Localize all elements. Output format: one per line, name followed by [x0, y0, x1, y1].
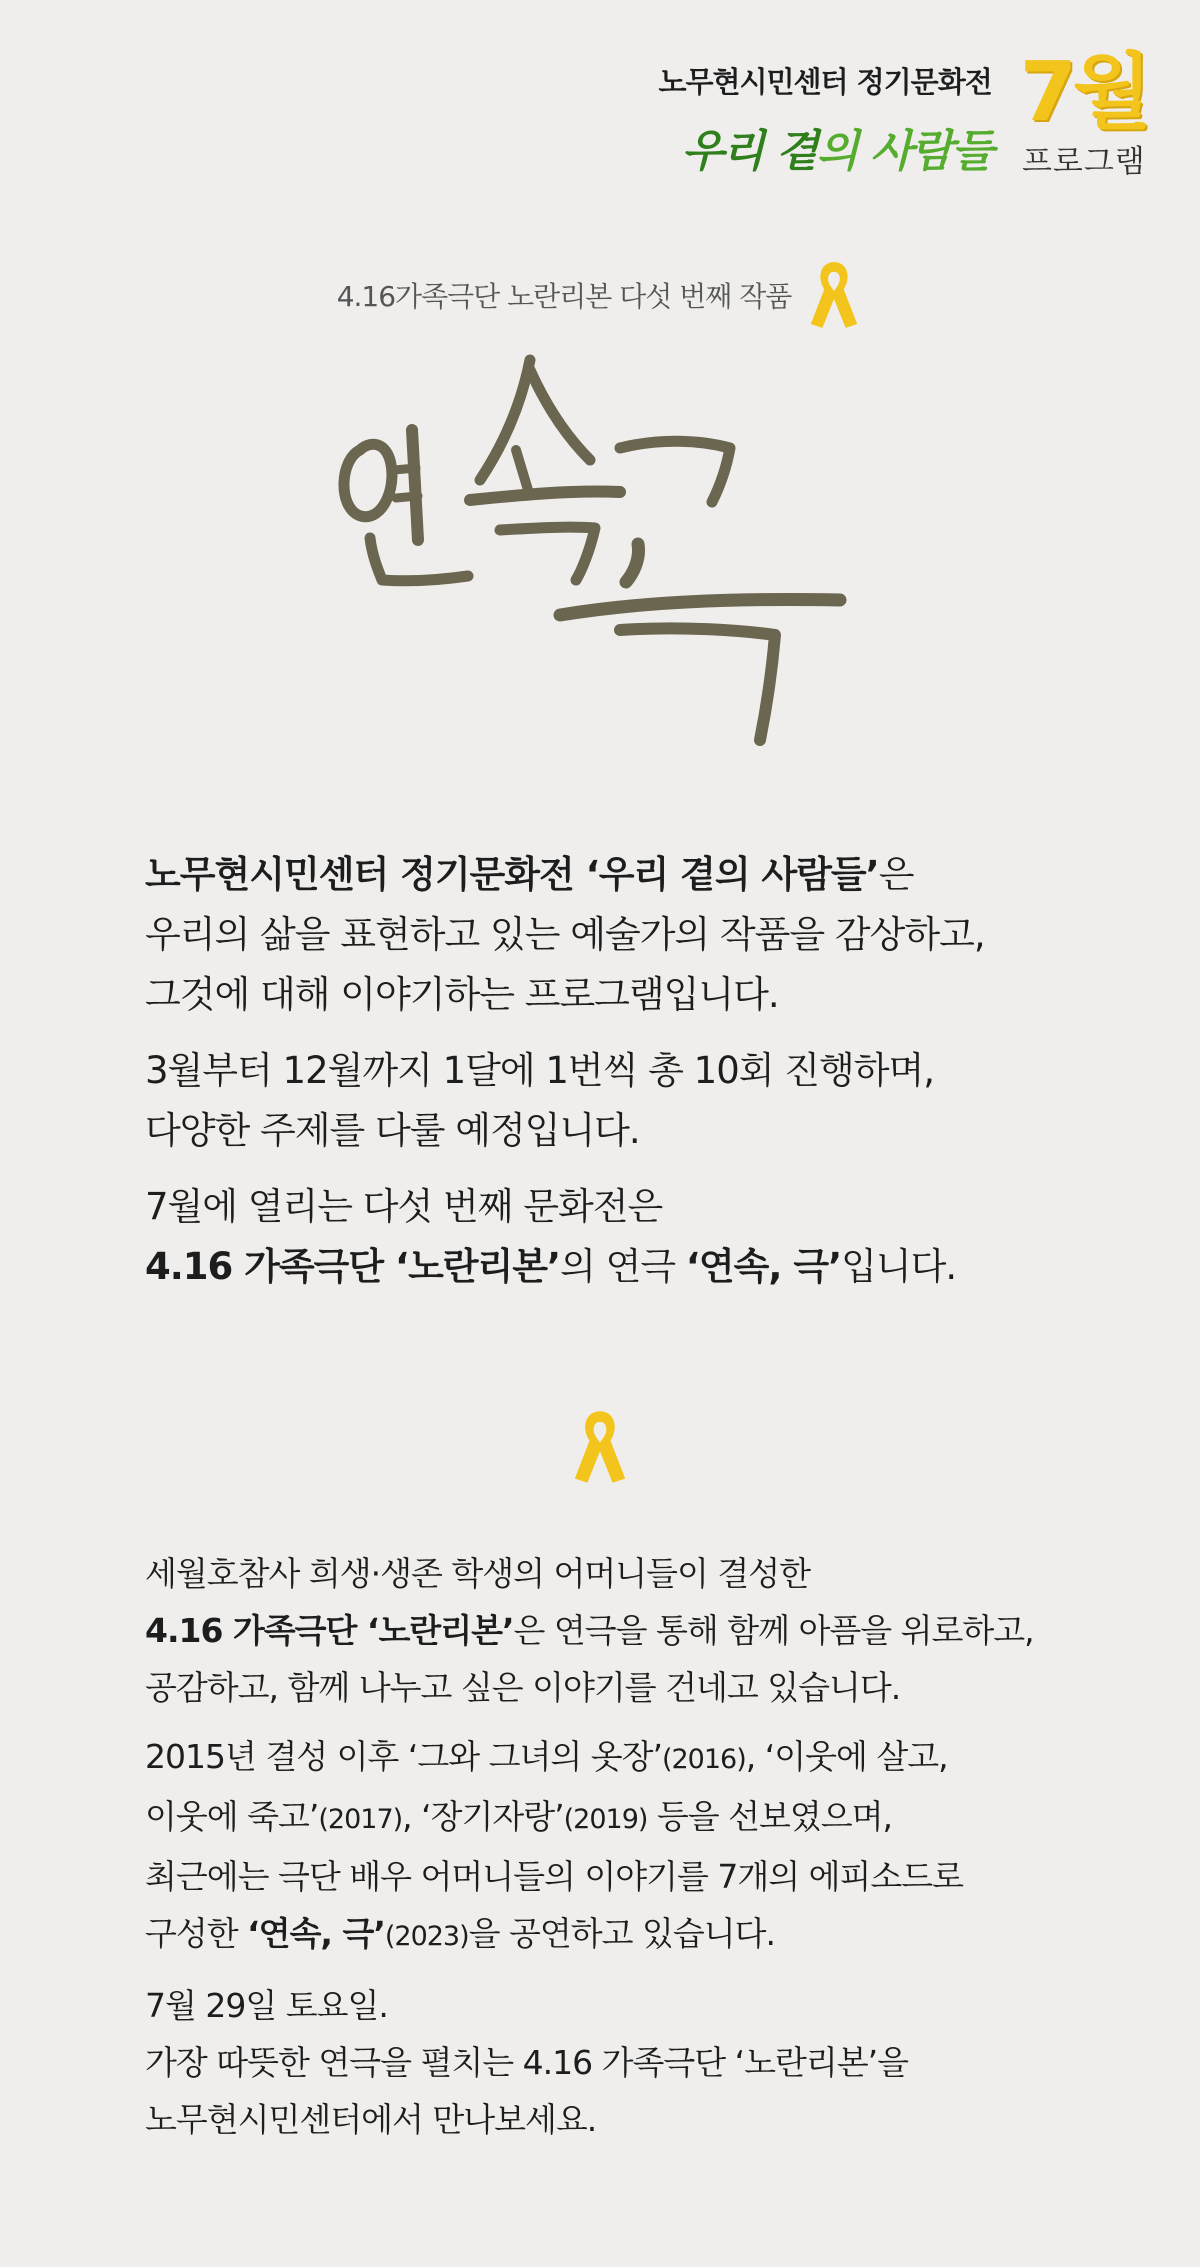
- story-p2-g: 을 공연하고 있습니다.: [468, 1914, 776, 1953]
- intro-p3-end: 입니다.: [841, 1245, 957, 1288]
- story-p2-year-4: (2023): [384, 1921, 469, 1952]
- story-p1-line3: 공감하고, 함께 나누고 싶은 이야기를 건네고 있습니다.: [145, 1668, 901, 1707]
- story-paragraph-2: [145, 1728, 1105, 1965]
- month-label: 7월: [1019, 45, 1148, 140]
- series-logo-part1: 우리 곁: [681, 126, 817, 177]
- calligraphy-title-art: [320, 330, 880, 750]
- story-p2-f: 구성한: [145, 1914, 248, 1953]
- header: [658, 45, 1148, 181]
- yellow-ribbon-icon: [562, 1405, 638, 1489]
- story-p3-line1: 7월 29일 토요일.: [145, 1986, 388, 2025]
- intro-p2-line1: 3월부터 12월까지 1달에 1번씩 총 10회 진행하며,: [145, 1049, 934, 1092]
- intro-p3-mid: 의 연극: [560, 1245, 686, 1288]
- story-p3-line3: 노무현시민센터에서 만나보세요.: [145, 2100, 597, 2139]
- series-logo: [658, 115, 991, 179]
- intro-p3-bold2: ‘연속, 극’: [685, 1245, 842, 1288]
- story-p2-e: 등을 선보였으며,: [647, 1797, 893, 1836]
- story-p1-line1: 세월호참사 희생·생존 학생의 어머니들이 결성한: [145, 1554, 811, 1593]
- intro-p3-bold1: 4.16 가족극단 ‘노란리본’: [145, 1245, 561, 1288]
- story-p2-c: 이웃에 죽고’: [145, 1797, 319, 1836]
- story-p2-d: , ‘장기자랑’: [402, 1797, 564, 1836]
- intro-p1-line3: 그것에 대해 이야기하는 프로그램입니다.: [145, 973, 779, 1016]
- story-p2-year-3: (2019): [563, 1804, 648, 1835]
- month-badge: [1019, 45, 1148, 181]
- month-sub-label: 프로그램: [1021, 144, 1146, 180]
- center-name: 노무현시민센터 정기문화전: [658, 65, 992, 99]
- story-section: [145, 1545, 1105, 2160]
- series-logo-part2: 의 사람들: [816, 126, 992, 177]
- story-p3-line2: 가장 따뜻한 연극을 펼치는 4.16 가족극단 ‘노란리본’을: [145, 2043, 908, 2082]
- intro-p1-line2: 우리의 삶을 표현하고 있는 예술가의 작품을 감상하고,: [145, 913, 985, 956]
- intro-p1-rest: 은: [878, 853, 914, 896]
- story-paragraph-1: [145, 1545, 1105, 1716]
- story-p2-line3: 최근에는 극단 배우 어머니들의 이야기를 7개의 에피소드로: [145, 1857, 964, 1896]
- intro-p3-line1: 7월에 열리는 다섯 번째 문화전은: [145, 1185, 663, 1228]
- intro-paragraph-2: [145, 1041, 1105, 1161]
- yellow-ribbon-icon: [805, 255, 863, 335]
- story-p1-bold: 4.16 가족극단 ‘노란리본’: [145, 1611, 514, 1650]
- story-paragraph-3: [145, 1977, 1105, 2148]
- story-p1-line2-rest: 은 연극을 통해 함께 아픔을 위로하고,: [513, 1611, 1034, 1650]
- subtitle: 4.16가족극단 노란리본 다섯 번째 작품: [336, 280, 792, 313]
- story-p2-year-2: (2017): [318, 1804, 403, 1835]
- story-p2-b: , ‘이웃에 살고,: [745, 1737, 948, 1776]
- story-p2-a: 2015년 결성 이후 ‘그와 그녀의 옷장’: [145, 1737, 662, 1776]
- calligraphy-title: [320, 330, 880, 750]
- intro-section: [145, 845, 1105, 1313]
- intro-paragraph-1: [145, 845, 1105, 1025]
- story-p2-year-1: (2016): [661, 1744, 746, 1775]
- header-title-block: [658, 52, 991, 179]
- story-p2-bold: ‘연속, 극’: [247, 1914, 385, 1953]
- intro-paragraph-3: [145, 1177, 1105, 1297]
- intro-p1-bold: 노무현시민센터 정기문화전 ‘우리 곁의 사람들’: [145, 853, 879, 896]
- subtitle-row: [0, 255, 1200, 335]
- intro-p2-line2: 다양한 주제를 다룰 예정입니다.: [145, 1109, 640, 1152]
